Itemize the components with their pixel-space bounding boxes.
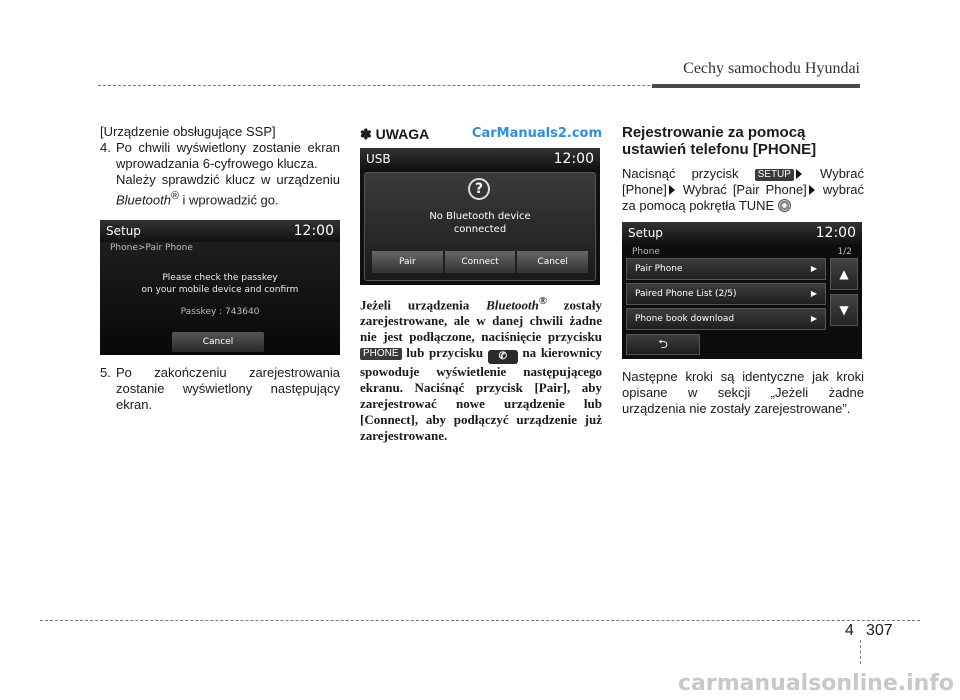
chapter-number: 4: [845, 622, 854, 639]
question-icon: ?: [468, 178, 490, 200]
arrow-right-icon: [796, 169, 802, 179]
menu-item-pair-phone[interactable]: Pair Phone ▶: [626, 258, 826, 280]
passkey-value: Passkey : 743640: [180, 307, 260, 318]
back-button[interactable]: ⮌: [626, 334, 700, 355]
dialog-buttons: [372, 251, 588, 273]
passkey-message: Please check the passkey on your mobile device and confirm: [141, 273, 299, 296]
site-watermark: carmanualsonline.info: [678, 671, 954, 696]
arrow-right-icon: [669, 185, 675, 195]
screen-title-bar: Setup 12:00: [100, 220, 340, 242]
next-steps-text: Następne kroki są identyczne jak kroki opisane w sekcji „Jeżeli żadne urządzenia nie zostały zarejestrowane”.: [622, 369, 864, 416]
screen-subtitle: Phone 1/2: [632, 247, 852, 257]
page-number: 307: [866, 622, 893, 639]
column-left: [100, 124, 340, 413]
play-arrow-icon: ▶: [810, 314, 817, 323]
play-arrow-icon: ▶: [810, 289, 817, 298]
phone-setup-screen: [622, 222, 862, 359]
passkey-screen: [100, 220, 340, 355]
screen-breadcrumb: Phone>Pair Phone: [110, 243, 193, 254]
ssp-label: [Urządzenie obsługujące SSP]: [100, 124, 276, 139]
menu-item-paired-list[interactable]: Paired Phone List (2/5) ▶: [626, 283, 826, 305]
footer-separator: [860, 640, 861, 664]
cancel-button[interactable]: Cancel: [172, 332, 264, 352]
step-5: 5. Po zakończeniu zarejestrowania zostanie wyświetlony następujący ekran.: [100, 365, 340, 413]
no-device-message: No Bluetooth device connected: [429, 211, 531, 235]
note-body: Jeżeli urządzenia Bluetooth® zostały zarejestrowane, ale w danej chwili żadne nie jest podłączone, naciśnięcie przycisku PHONE lub przycisku ✆ na kierownicy spowoduje wyświetlenie następującego ekranu. Naciśnąć przycisk [Pair], aby zarejestrować nowe urządzenie lub [Connect], aby podłączyć urządzenie już zarejestrowane.: [360, 295, 602, 444]
setup-button-icon: SETUP: [755, 169, 794, 181]
screen-title-bar: Setup 12:00: [622, 222, 862, 244]
setup-instructions: Nacisnąć przycisk SETUP Wybrać [Phone] Wybrać [Pair Phone] wybrać za pomocą pokrętła TUNE: [622, 166, 864, 213]
phone-button-icon: PHONE: [360, 348, 402, 360]
call-button-icon: ✆: [488, 350, 518, 364]
watermark-text: CarManuals2.com: [471, 126, 602, 141]
arrow-right-icon: [809, 185, 815, 195]
screen-title-bar: USB 12:00: [360, 148, 600, 170]
header-accent-bar: [652, 84, 860, 88]
no-device-screen: [360, 148, 600, 285]
connect-button[interactable]: Connect: [445, 251, 516, 273]
scroll-down-button[interactable]: ▼: [830, 294, 858, 326]
tune-knob-icon: [778, 199, 791, 212]
section-heading: Rejestrowanie za pomocą ustawień telefonu [PHONE]: [622, 124, 817, 158]
column-middle: [360, 124, 602, 444]
column-right: [622, 124, 864, 417]
step-4: 4. Po chwili wyświetlony zostanie ekran wprowadzania 6-cyfrowego klucza.: [100, 140, 340, 171]
running-header: Cechy samochodu Hyundai: [683, 60, 860, 77]
check-passkey-text: Należy sprawdzić klucz w urządzeniu Bluetooth® i wprowadzić go.: [116, 172, 340, 208]
scroll-up-button[interactable]: ▲: [830, 258, 858, 290]
note-header: [360, 124, 602, 144]
note-title: ✽ UWAGA: [360, 126, 430, 142]
menu-item-phonebook[interactable]: Phone book download ▶: [626, 308, 826, 330]
pair-button[interactable]: Pair: [372, 251, 443, 273]
play-arrow-icon: ▶: [810, 264, 817, 273]
footer-divider: [40, 620, 920, 621]
cancel-button[interactable]: Cancel: [517, 251, 588, 273]
